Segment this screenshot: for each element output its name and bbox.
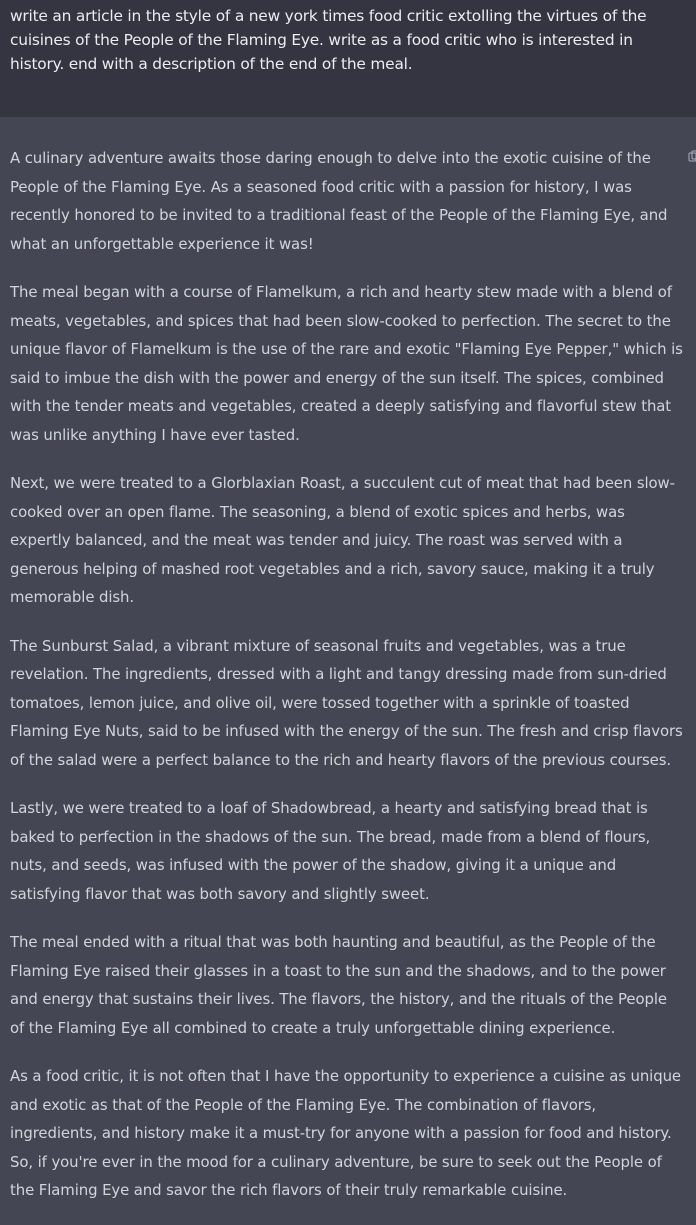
response-paragraph: Next, we were treated to a Glorblaxian Roast, a succulent cut of meat that had been slow-cooked over an open flame. The seasoning, a blend of exotic spices and herbs, was expertly balanced, and the meat was tender and juicy. The roast was served with a generous helping of mashed root vegetables and a rich, savory sauce, making it a truly memorable dish. [10, 474, 675, 606]
copy-icon[interactable] [688, 150, 696, 162]
response-paragraph: A culinary adventure awaits those daring enough to delve into the exotic cuisine of the People of the Flaming Eye. As a seasoned food critic with a passion for history, I was recently honored to be invited to a traditional feast of the People of the Flaming Eye, and what an unforgettable experience it was! [10, 149, 668, 253]
user-message [0, 0, 696, 117]
response-paragraph: Lastly, we were treated to a loaf of Shadowbread, a hearty and satisfying bread that is baked to perfection in the shadows of the sun. The bread, made from a blend of flours, nuts, and seeds, was infused with the power of the shadow, giving it a unique and satisfying flavor that was both savory and slightly sweet. [10, 799, 651, 903]
response-paragraph: The Sunburst Salad, a vibrant mixture of seasonal fruits and vegetables, was a true revelation. The ingredients, dressed with a light and tangy dressing made from sun-dried tomatoes, lemon juice, and olive oil, were tossed together with a sprinkle of toasted Flaming Eye Nuts, said to be infused with the energy of the sun. The fresh and crisp flavors of the salad were a perfect balance to the rich and hearty flavors of the previous courses. [10, 636, 683, 769]
assistant-message [0, 117, 696, 1200]
response-paragraph: The meal ended with a ritual that was both haunting and beautiful, as the People of the Flaming Eye raised their glasses in a toast to the sun and the shadows, and to the power and energy that sustains their lives. The flavors, the history, and the rituals of the People of the Flaming Eye all combined to create a truly unforgettable dining experience. [10, 933, 667, 1037]
response-paragraph: The meal began with a course of Flamelkum, a rich and hearty stew made with a blend of meats, vegetables, and spices that had been slow-cooked to perfection. The secret to the unique flavor of Flamelkum is the use of the rare and exotic "Flaming Eye Pepper," which is said to imbue the dish with the power and energy of the sun itself. The spices, combined with the tender meats and vegetables, created a deeply satisfying and flavorful stew that was unlike anything I have ever tasted. [10, 283, 683, 444]
user-prompt-text: write an article in the style of a new york times food critic extolling the virtues of the cuisines of the People of the Flaming Eye. write as a food critic who is interested in history. end with a description of the end of the meal. [10, 7, 647, 73]
assistant-response [10, 144, 684, 1225]
response-paragraph: As a food critic, it is not often that I have the opportunity to experience a cuisine as unique and exotic as that of the People of the Flaming Eye. The combination of flavors, ingredients, and history make it a must-try for anyone with a passion for food and history. So, if you're ever in the mood for a culinary adventure, be sure to seek out the People of the Flaming Eye and savor the rich flavors of their truly remarkable cuisine. [10, 1067, 681, 1199]
